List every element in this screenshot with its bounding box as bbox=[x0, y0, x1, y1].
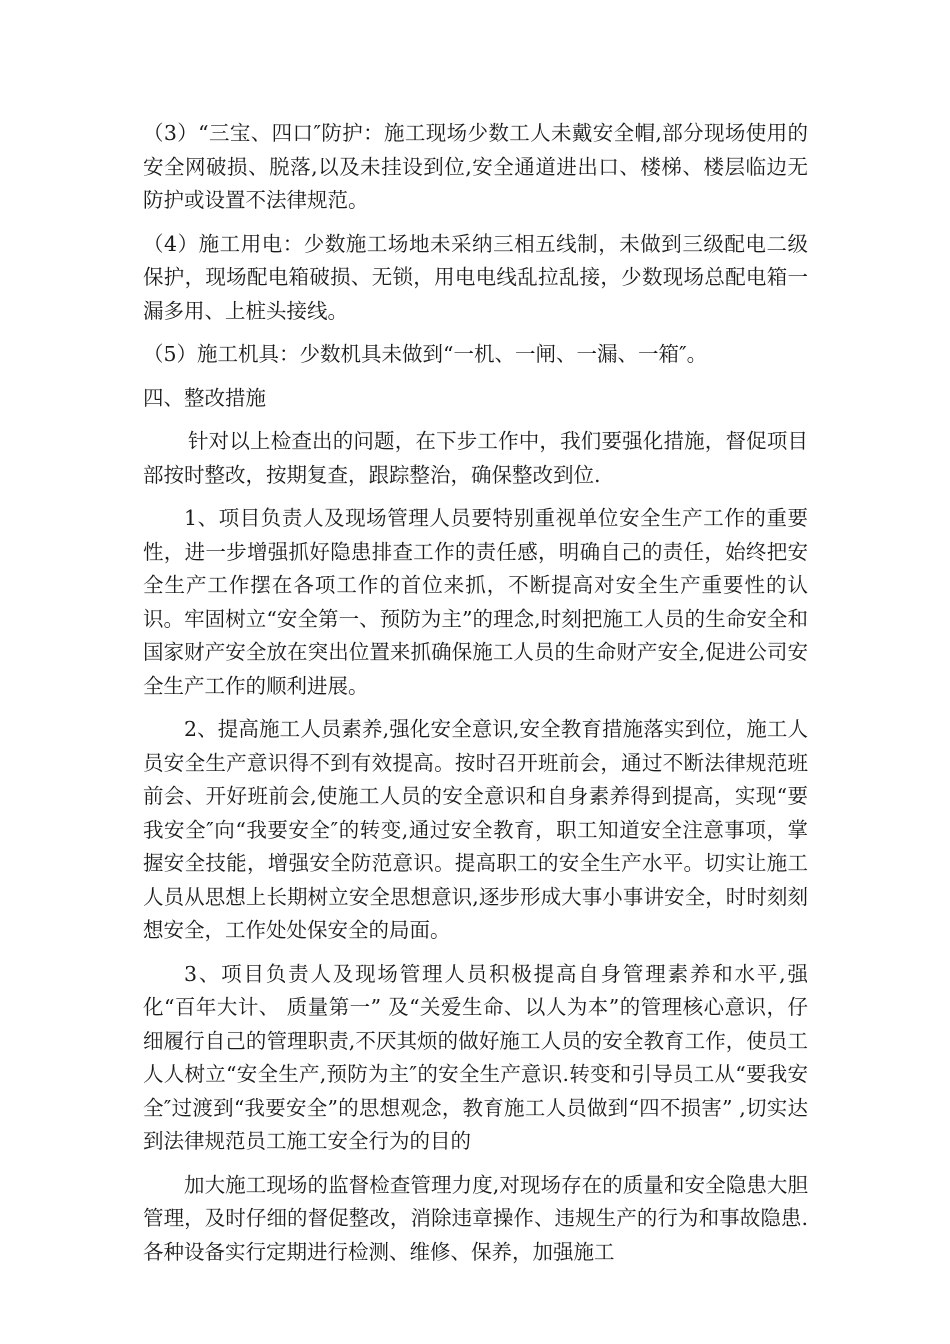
paragraph-measure-2: 2、提高施工人员素养,强化安全意识,安全教育措施落实到位，施工人员安全生产意识得不到有效提高。按时召开班前会，通过不断法律规范班前会、开好班前会,使施工人员的安全意识和自身素养得到提高，实现“要我安全″向“我要安全″的转变,通过安全教育，职工知道安全注意事项，掌握安全技能，增强安全防范意识。提高职工的安全生产水平。切实让施工人员从思想上长期树立安全思想意识,逐步形成大事小事讲安全，时时刻刻想安全，工作处处保安全的局面。 bbox=[143, 717, 808, 942]
paragraph-construction-machinery: （5）施工机具：少数机具未做到“一机、一闸、一漏、一箱″。 bbox=[143, 342, 708, 366]
paragraph-supervision: 加大施工现场的监督检查管理力度,对现场存在的质量和安全隐患大胆管理，及时仔细的督促整改，消除违章操作、违规生产的行为和事故隐患.各种设备实行定期进行检测、维修、保养，加强施工 bbox=[143, 1172, 808, 1264]
paragraph-rectification-intro: 针对以上检查出的问题，在下步工作中，我们要强化措施，督促项目部按时整改，按期复查，跟踪整治，确保整改到位. bbox=[143, 429, 808, 487]
paragraph-construction-electricity: （4）施工用电：少数施工场地未采纳三相五线制，未做到三级配电二级保护，现场配电箱破损、无锁，用电电线乱拉乱接，少数现场总配电箱一漏多用、上桩头接线。 bbox=[143, 231, 808, 323]
paragraph-measure-1: 1、项目负责人及现场管理人员要特别重视单位安全生产工作的重要性，进一步增强抓好隐患排查工作的责任感，明确自己的责任，始终把安全生产工作摆在各项工作的首位来抓，不断提高对安全生产重要性的认识。牢固树立“安全第一、预防为主”的理念,时刻把施工人员的生命安全和国家财产安全放在突出位置来抓确保施工人员的生命财产安全,促进公司安全生产工作的顺利进展。 bbox=[143, 506, 808, 698]
document-body bbox=[143, 117, 808, 1279]
section-heading-rectification: 四、整改措施 bbox=[143, 385, 266, 410]
paragraph-measure-3: 3、项目负责人及现场管理人员积极提高自身管理素养和水平,强化“百年大计、 质量第一” 及“关爱生命、以人为本”的管理核心意识，仔细履行自己的管理职责,不厌其烦的做好施工人员的安全教育工作，使员工人人树立“安全生产,预防为主″的安全生产意识.转变和引导员工从“要我安全″过渡到“我要安全”的思想观念，教育施工人员做到“四不损害” ,切实达到法律规范员工施工安全行为的目的 bbox=[143, 961, 808, 1153]
paragraph-safety-protection: （3）“三宝、四口″防护：施工现场少数工人未戴安全帽,部分现场使用的安全网破损、脱落,以及未挂设到位,安全通道进出口、楼梯、楼层临边无防护或设置不法律规范。 bbox=[143, 121, 808, 212]
